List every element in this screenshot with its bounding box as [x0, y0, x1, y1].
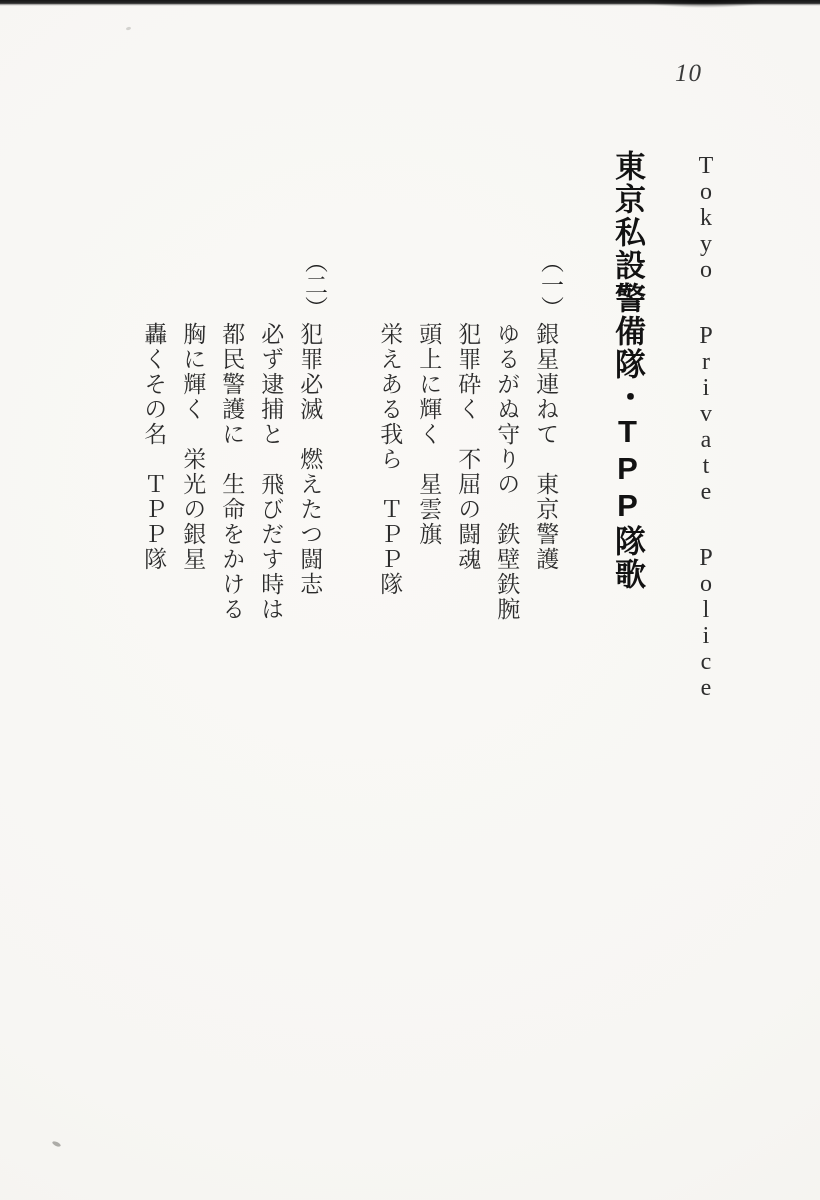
verse-2: [134, 250, 334, 622]
verse-line: 必ず逮捕と 飛びだす時は: [258, 322, 284, 622]
page-number: 10: [675, 60, 702, 87]
verse-line: 頭上に輝く 星雲旗: [416, 322, 442, 547]
verse-line-text: 銀星連ねて 東京警護: [533, 322, 559, 572]
verse-1: [370, 250, 570, 622]
verse-line: 都民警護に 生命をかける: [219, 322, 245, 622]
verse-1-marker: （一）: [538, 250, 563, 319]
verse-line: [526, 250, 570, 622]
verse-2-marker: （二）: [302, 250, 327, 319]
verse-line: 犯罪砕く 不屈の闘魂: [455, 322, 481, 572]
verse-line-text: 犯罪必滅 燃えたつ闘志: [297, 322, 323, 597]
scan-speck: [126, 26, 132, 30]
scan-edge-artifact: [0, 0, 820, 6]
english-title-vertical: Tokyo Private Police: [693, 153, 719, 701]
verse-line: 轟くその名 ＴＰＰ隊: [141, 322, 167, 572]
scan-speck: [52, 1140, 62, 1147]
verse-line: [290, 250, 334, 622]
song-title: 東京私設警備隊・TPP隊歌: [610, 150, 645, 591]
verse-line: 栄えある我ら ＴＰＰ隊: [377, 322, 403, 597]
verse-line: 胸に輝く 栄光の銀星: [180, 322, 206, 572]
verse-line: ゆるがぬ守りの 鉄壁鉄腕: [494, 322, 520, 622]
